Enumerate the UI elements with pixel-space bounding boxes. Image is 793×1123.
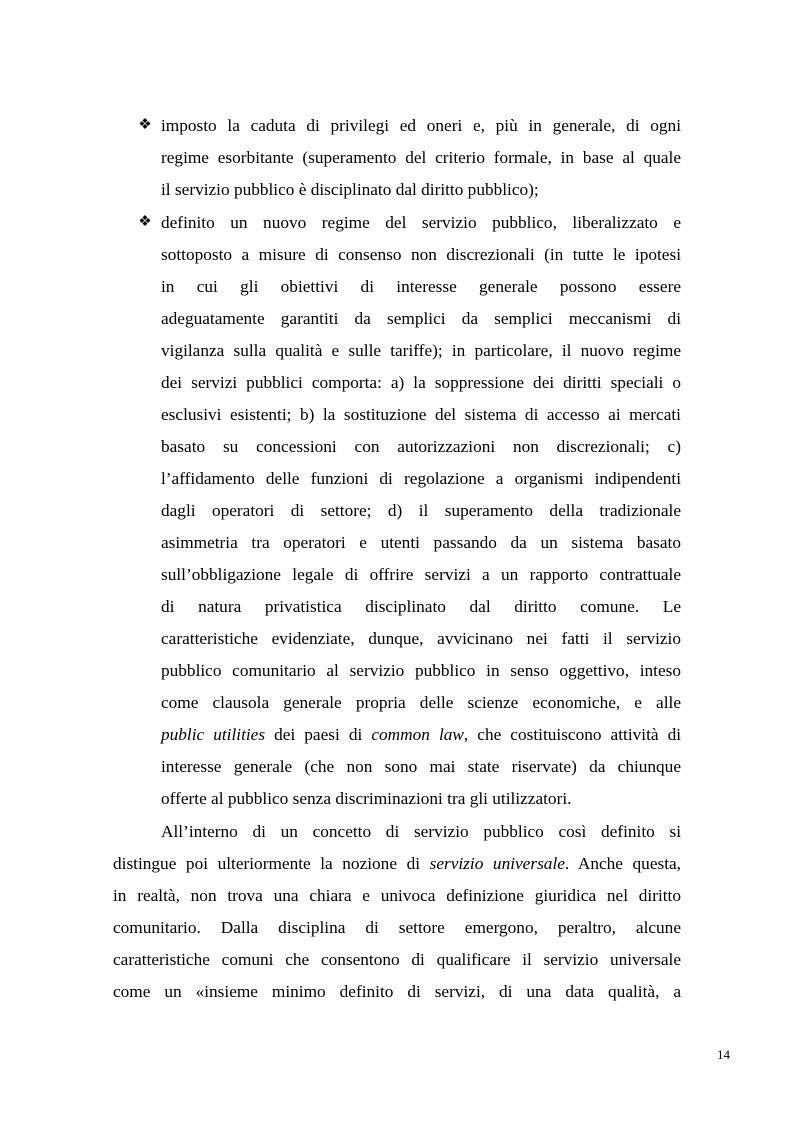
italic-term: servizio universale	[429, 854, 565, 873]
bullet-1-line-2: regime esorbitante (superamento del criterio formale, in base al quale	[161, 148, 681, 167]
bullet-2-line: pubblico comunitario al servizio pubblico in senso oggettivo, inteso	[161, 661, 681, 680]
italic-term: public utilities	[161, 725, 266, 744]
bullet-2-line: interesse generale (che non sono mai state riservate) da chiunque	[161, 757, 681, 776]
paragraph-line: in realtà, non trova una chiara e univoca definizione giuridica nel diritto	[113, 886, 681, 905]
bullet-2-line: come clausola generale propria delle scienze economiche, e alle	[161, 693, 681, 712]
bullet-2-line: caratteristiche evidenziate, dunque, avvicinano nei fatti il servizio	[161, 629, 681, 648]
bullet-2-line: dei servizi pubblici comporta: a) la soppressione dei diritti speciali o	[161, 373, 681, 392]
bullet-1-line-1: imposto la caduta di privilegi ed oneri e, più in generale, di ogni	[161, 116, 681, 135]
bullet-2-line: asimmetria tra operatori e utenti passando da un sistema basato	[161, 533, 681, 552]
bullet-2-line: di natura privatistica disciplinato dal diritto comune. Le	[161, 597, 681, 616]
paragraph-line-mixed	[113, 854, 681, 874]
text-segment: , che costituiscono attività di	[463, 725, 682, 744]
paragraph-line: comunitario. Dalla disciplina di settore emergono, peraltro, alcune	[113, 918, 681, 937]
paragraph-line: caratteristiche comuni che consentono di qualificare il servizio universale	[113, 950, 681, 969]
bullet-2-line: in cui gli obiettivi di interesse generale possono essere	[161, 277, 681, 296]
paragraph-line: All’interno di un concetto di servizio pubblico così definito si	[161, 822, 681, 841]
paragraph-line: come un «insieme minimo definito di servizi, di una data qualità, a	[113, 982, 681, 1001]
italic-term: common law	[371, 725, 464, 744]
bullet-2-line: l’affidamento delle funzioni di regolazione a organismi indipendenti	[161, 469, 681, 488]
bullet-2-line: basato su concessioni con autorizzazioni non discrezionali; c)	[161, 437, 681, 456]
diamond-bullet-icon: ❖	[138, 117, 152, 133]
text-segment: distingue poi ulteriormente la nozione di	[113, 854, 430, 873]
bullet-2-line-mixed	[161, 725, 681, 745]
bullet-2-line: adeguatamente garantiti da semplici da semplici meccanismi di	[161, 309, 681, 328]
bullet-1-line-3: il servizio pubblico è disciplinato dal diritto pubblico);	[161, 180, 539, 199]
page-number: 14	[717, 1047, 730, 1062]
bullet-2-line: vigilanza sulla qualità e sulle tariffe); in particolare, il nuovo regime	[161, 341, 681, 360]
bullet-2-line: offerte al pubblico senza discriminazioni tra gli utilizzatori.	[161, 789, 572, 808]
bullet-2-line: dagli operatori di settore; d) il superamento della tradizionale	[161, 501, 681, 520]
text-segment: . Anche questa,	[564, 854, 682, 873]
text-segment: dei paesi di	[265, 725, 372, 744]
bullet-2-line: sull’obbligazione legale di offrire servizi a un rapporto contrattuale	[161, 565, 681, 584]
bullet-2-line: esclusivi esistenti; b) la sostituzione del sistema di accesso ai mercati	[161, 405, 681, 424]
bullet-2-line: sottoposto a misure di consenso non discrezionali (in tutte le ipotesi	[161, 245, 681, 264]
bullet-2-line: definito un nuovo regime del servizio pubblico, liberalizzato e	[161, 213, 681, 232]
diamond-bullet-icon: ❖	[138, 214, 152, 230]
